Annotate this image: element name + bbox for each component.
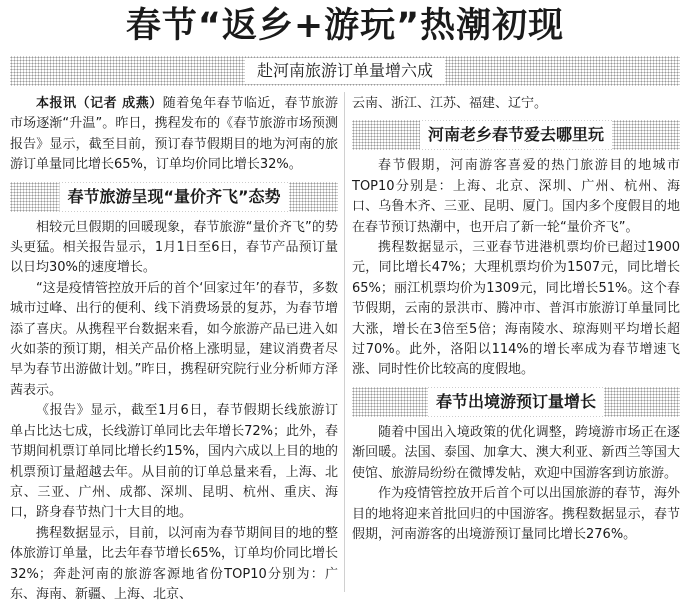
body-paragraph: “这是疫情管控放开后的首个‘回家过年’的春节，多数城市过峰、出行的便利、线下消费场景的复苏，为春节增添了喜庆。从携程平台数据来看，如今旅游产品已进入如火如荼的预订期，相关产品价格上涨明显，建议消费者尽早为春节出游做计划。”昨日，携程研究院行业分析师方泽茜表示。 [10, 280, 338, 398]
subheadline: 赴河南旅游订单量增六成 [245, 58, 445, 84]
lead-paragraph [10, 94, 338, 176]
body-paragraph: 春节假期，河南游客喜爱的热门旅游目的地城市TOP10分别是：上海、北京、深圳、广州、杭州、海口、乌鲁木齐、三亚、昆明、厦门。国内多个度假目的地在春节预订热潮中，也开启了新一轮“量价齐飞”。 [352, 158, 680, 235]
body-paragraph: 作为疫情管控放开后首个可以出国旅游的春节，海外目的地将迎来首批回归的中国游客。携程数据显示，春节假期，河南游客的出境游预订量同比增长276%。 [352, 486, 680, 542]
left-column [10, 94, 338, 605]
continued-paragraph: 云南、浙江、江苏、福建、辽宁。 [352, 96, 548, 111]
body-paragraph: 携程数据显示，目前，以河南为春节期间目的地的整体旅游订单量，比去年春节增长65%，订单均价同比增长32%；奔赴河南的旅游客源地省份TOP10分别为：广东、海南、新疆、上海、北京、 [10, 525, 338, 602]
headline: 春节“返乡+游玩”热潮初现 [125, 6, 565, 46]
section-title-price-volume: 春节旅游呈现“量价齐飞”态势 [59, 183, 288, 211]
subheadline-band [10, 56, 680, 86]
body-paragraph: 相较元旦假期的回暖现象，春节旅游“量价齐飞”的势头更猛。相关报告显示，1月1日至6日，春节产品预订量以日均30%的速度增长。 [10, 219, 338, 276]
section-heading-band [352, 120, 680, 150]
section-title-henan-destinations: 河南老乡春节爱去哪里玩 [420, 121, 612, 149]
section-title-outbound-travel: 春节出境游预订量增长 [428, 388, 604, 416]
lead-text: 随着兔年春节临近，春节旅游市场逐渐“升温”。昨日，携程发布的《春节旅游市场预测报告》显示，截至目前，预订春节假期目的地为河南的旅游订单量同比增长65%，订单均价同比增长32%。 [10, 96, 338, 173]
right-column [352, 94, 680, 545]
section-heading-band [352, 387, 680, 417]
body-paragraph: 《报告》显示，截至1月6日，春节假期长线旅游订单占比达七成，长线游订单同比去年增长72%；此外，春节期间机票订单同比增长约15%，国内六成以上目的地的机票预订量超越去年。从目前的订单总量来看，上海、北京、三亚、广州、成都、深圳、昆明、杭州、重庆、海口，跻身春节热门十大目的地。 [10, 403, 338, 521]
body-paragraph: 随着中国出入境政策的优化调整，跨境游市场正在逐渐回暖。法国、泰国、加拿大、澳大利亚、新西兰等国大使馆、旅游局纷纷在微博发帖，欢迎中国游客到访旅游。 [352, 424, 680, 481]
body-paragraph: 携程数据显示，三亚春节进港机票均价已超过1900元，同比增长47%；大理机票均价为1507元，同比增长65%；丽江机票均价为1309元，同比增长51%。这个春节假期，云南的景洪市、腾冲市、普洱市旅游订单量同比大涨，增长在3倍至5倍；海南陵水、琼海则平均增长超过70%。此外，洛阳以114%的增长率成为春节增速飞涨、同时性价比较高的度假地。 [352, 240, 680, 378]
byline: 本报讯（记者 成燕） [36, 96, 163, 111]
section-heading-band [10, 182, 338, 212]
column-divider [344, 92, 345, 592]
